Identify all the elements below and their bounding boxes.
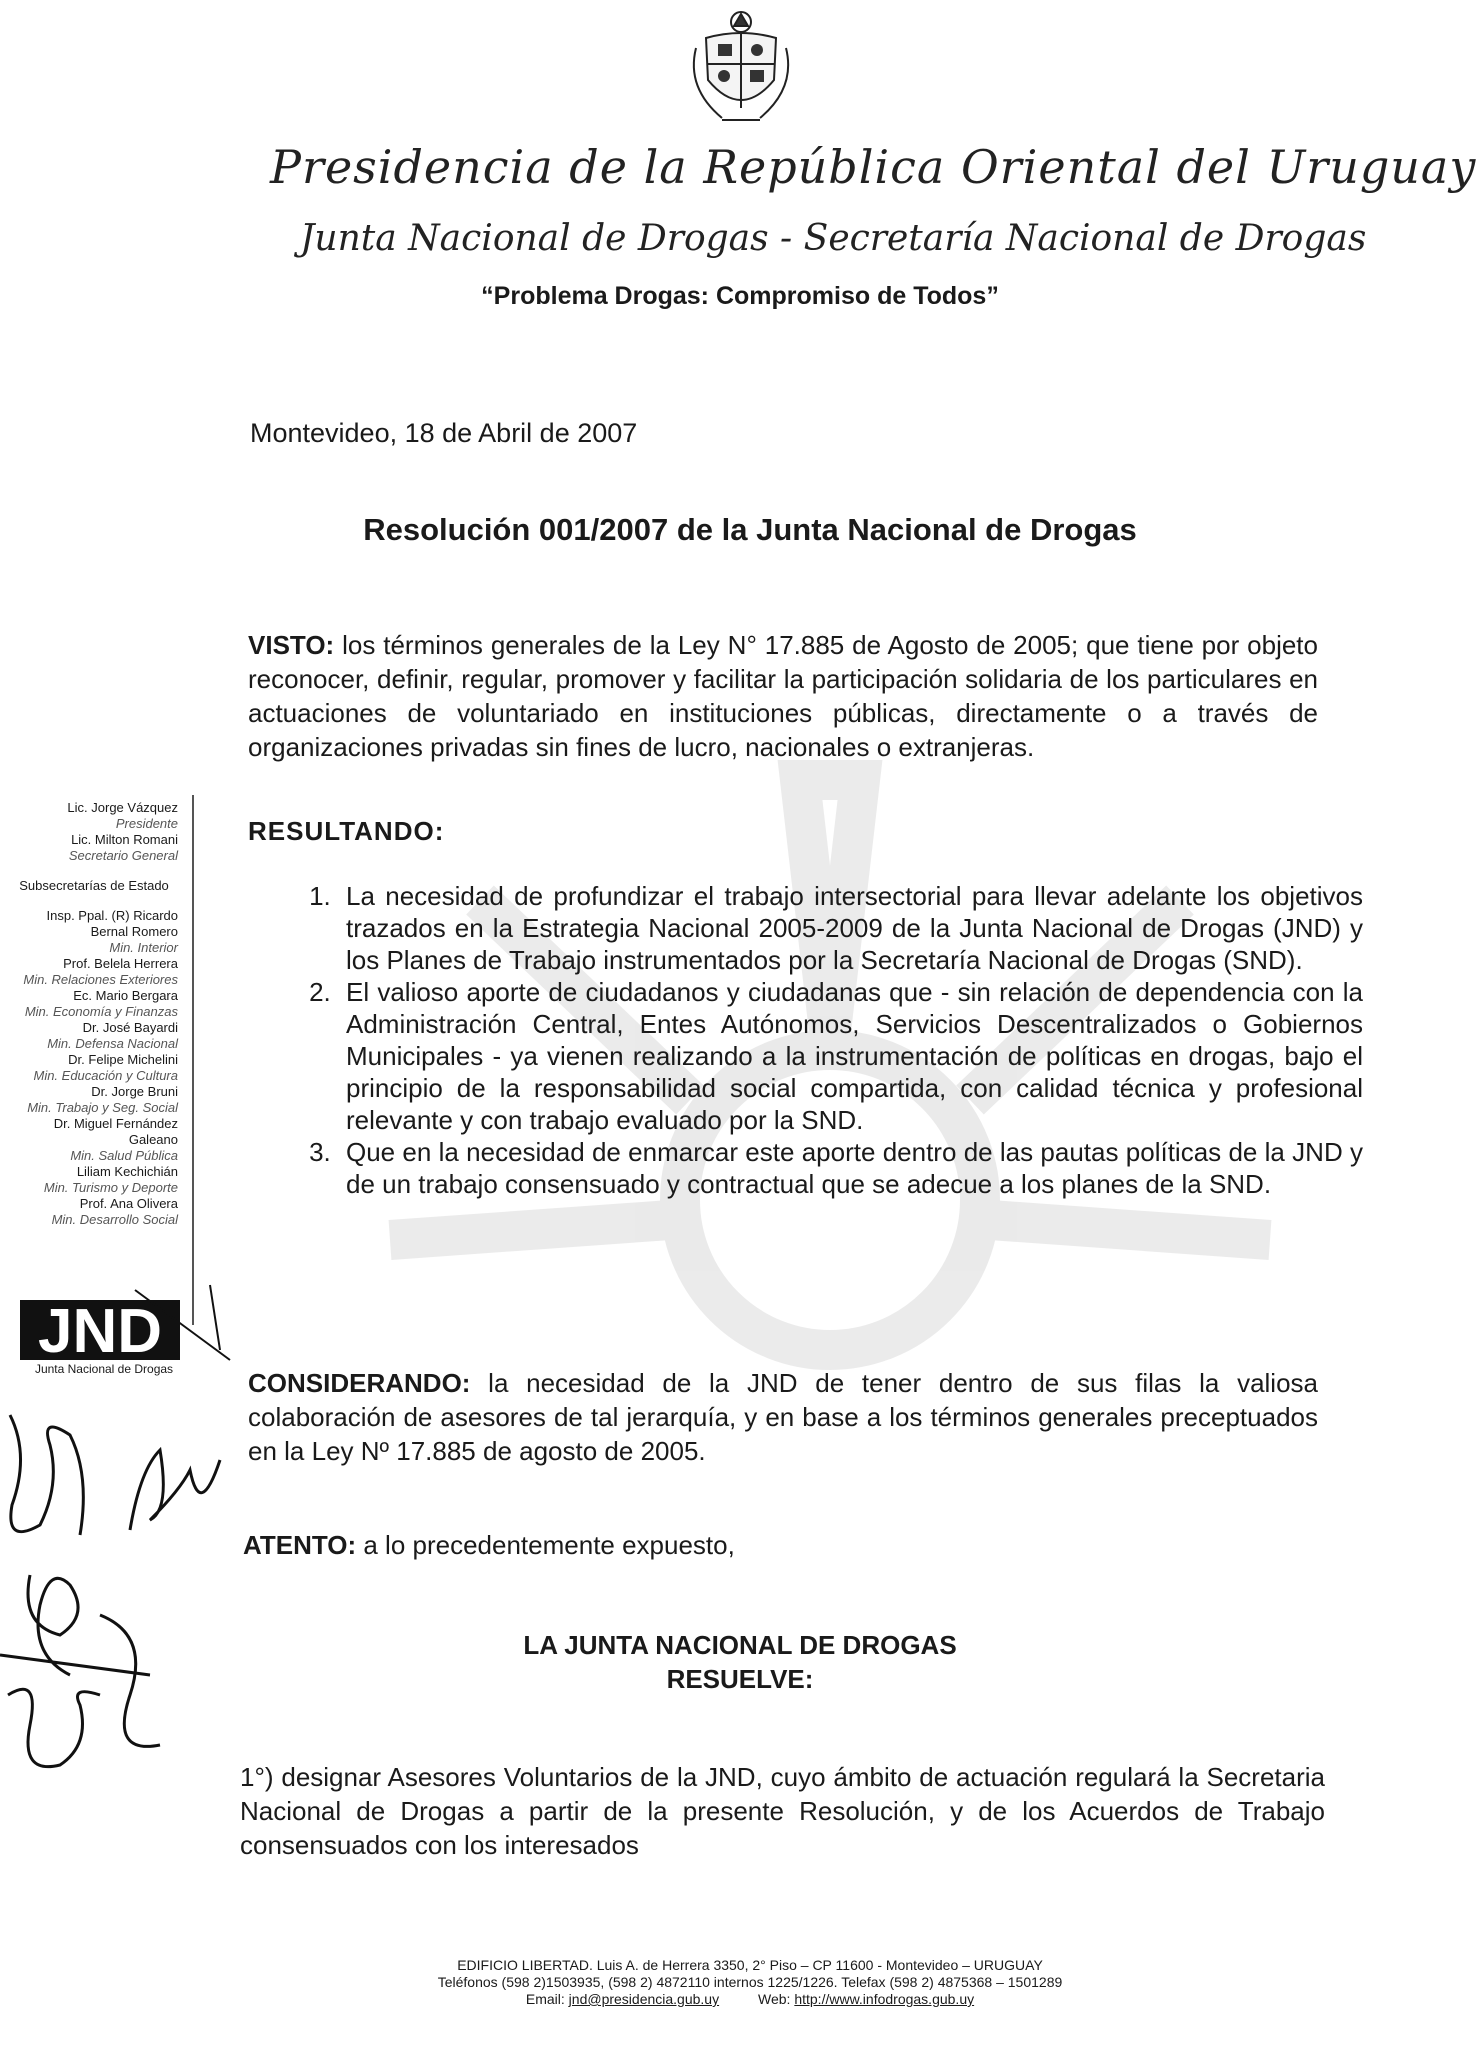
first-resolution-paragraph [240, 1760, 1325, 1862]
person-name: Dr. Miguel Fernández Galeano [53, 1116, 178, 1147]
letterhead-title: Presidencia de la República Oriental del Uruguay [270, 140, 1477, 194]
resolution-title: Resolución 001/2007 de la Junta Nacional de Drogas [363, 512, 1137, 547]
footer-line-2: Teléfonos (598 2)1503935, (598 2) 4872110 internos 1225/1226. Telefax (598 2) 4875368 – 1501289 [437, 1974, 1063, 1990]
atento-text: a lo precedentemente expuesto, [356, 1530, 735, 1560]
person-role: Min. Turismo y Deporte [43, 1180, 178, 1195]
person-role: Min. Desarrollo Social [51, 1212, 178, 1227]
list-item: 3. Que en la necesidad de enmarcar este aporte dentro de las pautas políticas de la JND y de un trabajo consensuado y contractual que se adecue a los planes de la SND. [338, 1136, 1363, 1200]
considerando-label: CONSIDERANDO: [248, 1368, 471, 1398]
sidebar-person [10, 956, 178, 988]
sidebar-person [10, 800, 178, 832]
person-role: Presidente [115, 816, 178, 831]
sidebar-person [10, 1020, 178, 1052]
person-name: Lic. Milton Romani [71, 832, 178, 847]
person-name: Prof. Ana Olivera [79, 1196, 178, 1211]
list-item: 2. El valioso aporte de ciudadanos y ciudadanas que - sin relación de dependencia con la Administración Central, Entes Autónomos, Servicios Descentralizados o Gobiernos Municipales - ya vienen realizando a la instrumentación de políticas en drogas, bajo el principio de la responsabilidad social compartida, con calidad técnica y profesional relevante y con trabajo evaluado por la SND. [338, 976, 1363, 1136]
subsecretarias-heading: Subsecretarías de Estado [19, 878, 169, 893]
jnd-logo-text: JND [37, 1300, 163, 1360]
resuelve-line-1: LA JUNTA NACIONAL DE DROGAS [523, 1630, 957, 1660]
person-name: Ec. Mario Bergara [73, 988, 178, 1003]
person-name: Lic. Jorge Vázquez [67, 800, 178, 815]
email-link[interactable]: jnd@presidencia.gub.uy [568, 1991, 720, 2007]
web-label: Web: [758, 1991, 791, 2007]
person-role: Min. Salud Pública [70, 1148, 178, 1163]
person-role: Min. Economía y Finanzas [24, 1004, 178, 1019]
visto-paragraph [248, 628, 1318, 764]
footer-address [300, 1957, 1200, 2008]
footer-line-1: EDIFICIO LIBERTAD. Luis A. de Herrera 3350, 2° Piso – CP 11600 - Montevideo – URUGUAY [457, 1957, 1043, 1973]
person-role: Secretario General [68, 848, 178, 863]
person-name: Dr. José Bayardi [82, 1020, 178, 1035]
visto-label: VISTO: [248, 630, 335, 660]
person-name: Liliam Kechichián [76, 1164, 178, 1179]
sidebar-person [10, 832, 178, 864]
signature-stroke [130, 1280, 240, 1370]
atento-paragraph [243, 1530, 735, 1561]
resultando-heading: RESULTANDO: [248, 816, 445, 846]
list-item: 1. La necesidad de profundizar el trabajo intersectorial para llevar adelante los objetivos trazados en la Estrategia Nacional 2005-2009 de la Junta Nacional de Drogas (JND) y los Planes de Trabajo instrumentados por la Secretaría Nacional de Drogas (SND). [338, 880, 1363, 976]
letterhead-subtitle: Junta Nacional de Drogas - Secretaría Nacional de Drogas [300, 218, 1367, 259]
sidebar-members [10, 800, 178, 1228]
sidebar-person [10, 1196, 178, 1228]
person-role: Min. Defensa Nacional [47, 1036, 178, 1051]
footer-contact [300, 1991, 1200, 2008]
visto-text: los términos generales de la Ley N° 17.885 de Agosto de 2005; que tiene por objeto reconocer, definir, regular, promover y facilitar la participación solidaria de los particulares en actuaciones de voluntariado en instituciones públicas, directamente o a través de organizaciones privadas sin fines de lucro, nacionales o extranjeras. [248, 630, 1318, 762]
sidebar-person [10, 908, 178, 956]
person-name: Prof. Belela Herrera [63, 956, 178, 971]
resultando-list [290, 880, 1363, 1200]
person-role: Min. Trabajo y Seg. Social [27, 1100, 178, 1115]
person-name: Dr. Felipe Michelini [68, 1052, 178, 1067]
person-role: Min. Interior [109, 940, 178, 955]
atento-label: ATENTO: [243, 1530, 357, 1560]
sidebar-person [10, 1164, 178, 1196]
web-link[interactable]: http://www.infodrogas.gub.uy [794, 1991, 975, 2007]
sidebar-person [10, 988, 178, 1020]
person-name: Dr. Jorge Bruni [91, 1084, 178, 1099]
coat-of-arms-seal [682, 8, 800, 130]
document-date: Montevideo, 18 de Abril de 2007 [250, 418, 638, 448]
resuelve-heading [430, 1628, 1050, 1696]
sidebar-person [10, 1052, 178, 1084]
sidebar-person [10, 1084, 178, 1116]
resuelve-line-2: RESUELVE: [666, 1664, 814, 1694]
considerando-paragraph [248, 1366, 1318, 1468]
person-role: Min. Relaciones Exteriores [23, 972, 178, 987]
person-role: Min. Educación y Cultura [33, 1068, 178, 1083]
motto: “Problema Drogas: Compromiso de Todos” [481, 282, 999, 310]
first-text: designar Asesores Voluntarios de la JND, cuyo ámbito de actuación regulará la Secretaria Nacional de Drogas a partir de la presente Resolución, y de los Acuerdos de Trabajo consensuados con los interesados [240, 1762, 1325, 1860]
jnd-logo-caption: Junta Nacional de Drogas [34, 1362, 174, 1376]
first-label: 1°) [240, 1762, 274, 1792]
person-name: Insp. Ppal. (R) Ricardo Bernal Romero [46, 908, 178, 939]
initials-signature [120, 1430, 230, 1550]
sidebar-person [10, 1116, 178, 1164]
sidebar-divider [192, 795, 194, 1325]
email-label: Email: [525, 1991, 565, 2007]
considerando-text: la necesidad de la JND de tener dentro de sus filas la valiosa colaboración de asesores de tal jerarquía, y en base a los términos generales preceptuados en la Ley Nº 17.885 de agosto de 2005. [248, 1368, 1318, 1466]
